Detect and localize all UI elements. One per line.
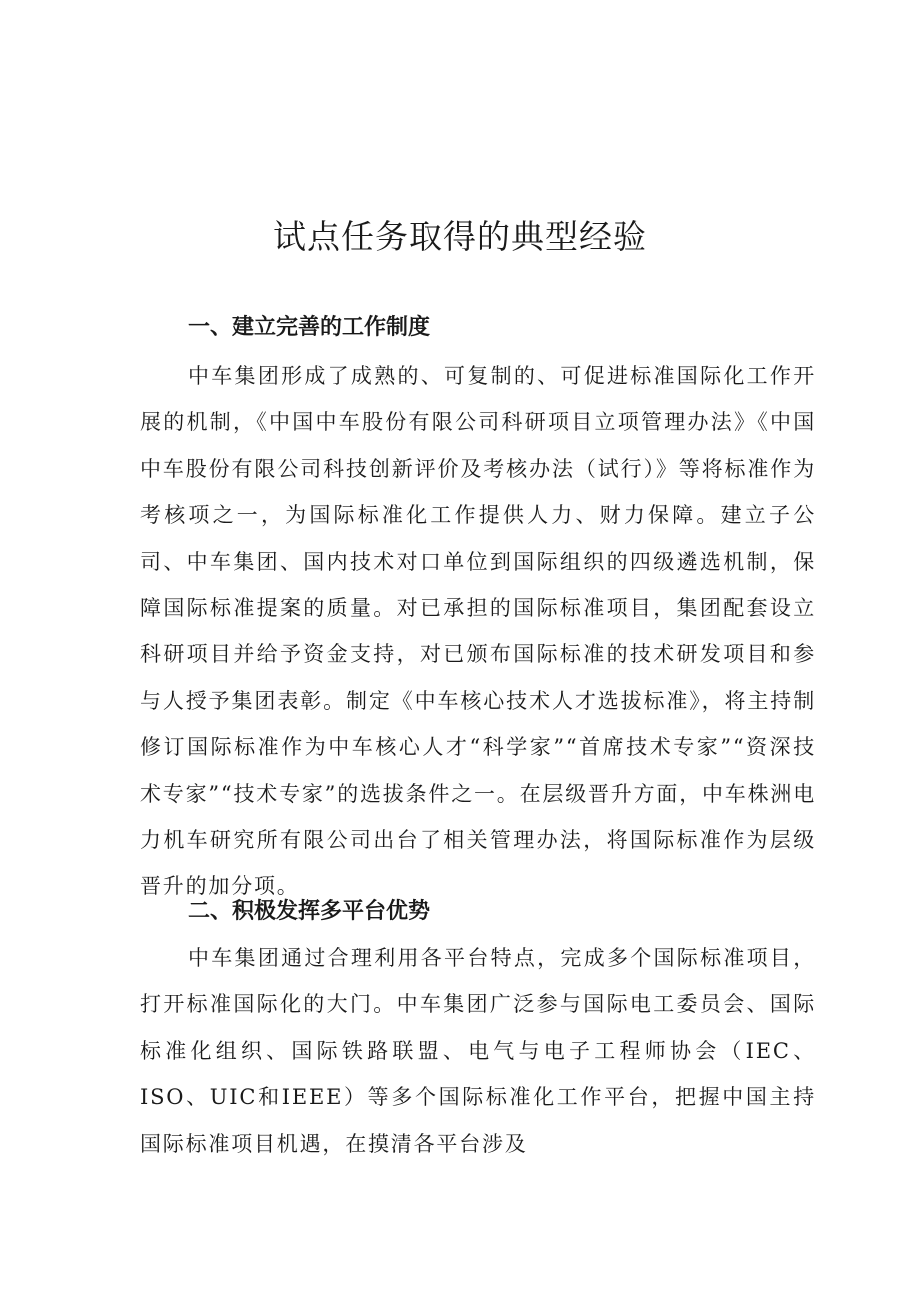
section-paragraph-1: 中车集团形成了成熟的、可复制的、可促进标准国际化工作开展的机制，《中国中车股份有限公司科研项目立项管理办法》《中国中车股份有限公司科技创新评价及考核办法（试行）》等将标准作为考核项之一，为国际标准化工作提供人力、财力保障。建立子公司、中车集团、国内技术对口单位到国际组织的四级遴选机制，保障国际标准提案的质量。对已承担的国际标准项目，集团配套设立科研项目并给予资金支持，对已颁布国际标准的技术研发项目和参与人授予集团表彰。制定《中车核心技术人才选拔标准》，将主持制修订国际标准作为中车核心人才“科学家”“首席技术专家”“资深技术专家”“技术专家”的选拔条件之一。在层级晋升方面，中车株洲电力机车研究所有限公司出台了相关管理办法，将国际标准作为层级晋升的加分项。 [140, 364, 817, 899]
section-heading-2: 二、积极发挥多平台优势 [188, 899, 431, 924]
section-paragraph-2: 中车集团通过合理利用各平台特点，完成多个国际标准项目，打开标准国际化的大门。中车集团广泛参与国际电工委员会、国际标准化组织、国际铁路联盟、电气与电子工程师协会（IEC、ISO、UIC和IEEE）等多个国际标准化工作平台，把握中国主持国际标准项目机遇，在摸清各平台涉及 [140, 946, 816, 1156]
section-heading-1: 一、建立完善的工作制度 [188, 315, 431, 340]
document-title: 试点任务取得的典型经验 [273, 217, 647, 256]
